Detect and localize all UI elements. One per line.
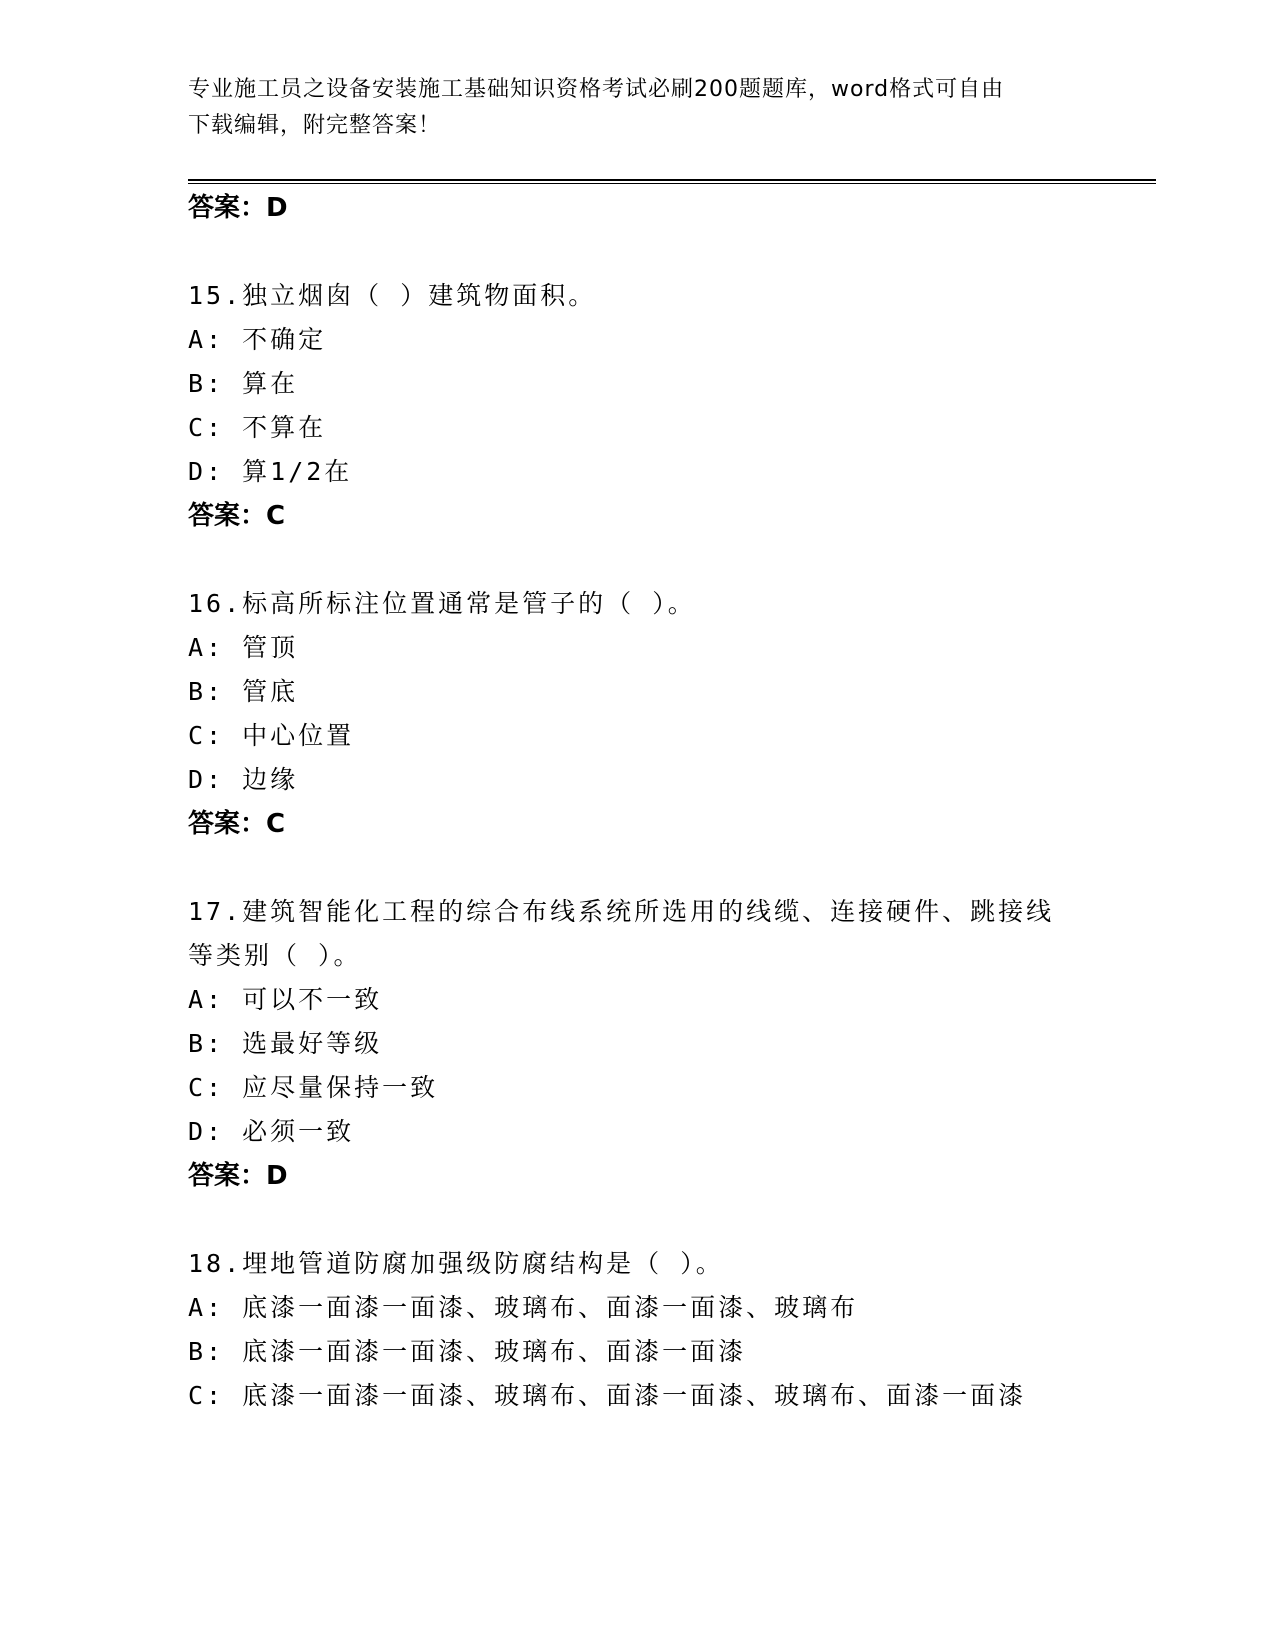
- header-rule-thick: [188, 179, 1156, 181]
- option-a: A: 可以不一致: [188, 985, 383, 1014]
- option-d: D: 算1/2在: [188, 457, 353, 486]
- option-c: C: 底漆一面漆一面漆、玻璃布、面漆一面漆、玻璃布、面漆一面漆: [188, 1381, 1027, 1410]
- question-stem-continued: 等类别（ ）。: [188, 941, 362, 970]
- question-stem: 16.标高所标注位置通常是管子的（ ）。: [188, 589, 696, 618]
- question-stem: 17.建筑智能化工程的综合布线系统所选用的线缆、连接硬件、跳接线: [188, 897, 1055, 926]
- option-d: D: 边缘: [188, 765, 299, 794]
- option-a: A: 不确定: [188, 325, 327, 354]
- document-header: [188, 72, 1068, 144]
- option-b: B: 算在: [188, 369, 299, 398]
- question-stem: 18.埋地管道防腐加强级防腐结构是（ ）。: [188, 1249, 724, 1278]
- option-c: C: 应尽量保持一致: [188, 1073, 439, 1102]
- header-rule-thin: [188, 183, 1156, 184]
- option-b: B: 选最好等级: [188, 1029, 383, 1058]
- option-a: A: 管顶: [188, 633, 299, 662]
- header-line-2: 下载编辑，附完整答案！: [188, 113, 442, 138]
- option-d: D: 必须一致: [188, 1117, 355, 1146]
- option-a: A: 底漆一面漆一面漆、玻璃布、面漆一面漆、玻璃布: [188, 1293, 859, 1322]
- option-b: B: 底漆一面漆一面漆、玻璃布、面漆一面漆: [188, 1337, 747, 1366]
- option-b: B: 管底: [188, 677, 299, 706]
- answer-line: 答案：D: [188, 193, 288, 223]
- answer-line: 答案：C: [188, 501, 286, 531]
- answer-line: 答案：D: [188, 1161, 288, 1191]
- answer-line: 答案：C: [188, 809, 286, 839]
- option-c: C: 不算在: [188, 413, 327, 442]
- question-stem: 15.独立烟囱（ ）建筑物面积。: [188, 281, 597, 310]
- option-c: C: 中心位置: [188, 721, 355, 750]
- header-line-1: 专业施工员之设备安装施工基础知识资格考试必刷200题题库，word格式可自由: [188, 77, 1005, 102]
